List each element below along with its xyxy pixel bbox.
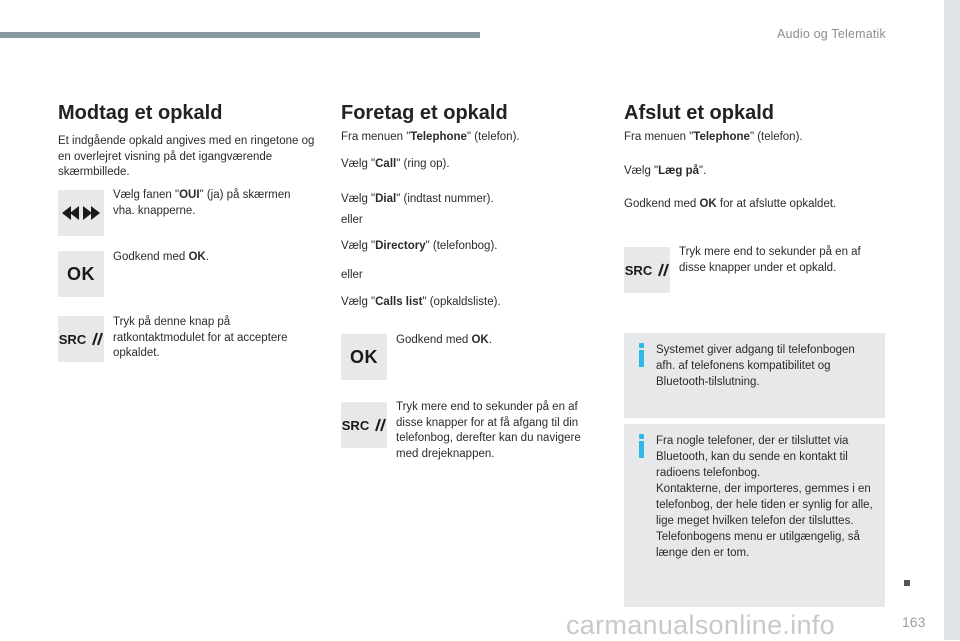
info-icon	[638, 343, 648, 367]
watermark: carmanualsonline.info	[566, 610, 835, 640]
info-box-compatibility	[624, 333, 885, 418]
info-text-compatibility: Systemet giver adgang til telefonbogen afh. af telefonens kompatibilitet og Bluetooth-tilslutning.	[656, 344, 855, 388]
heading-receive-call: Modtag et opkald	[58, 102, 223, 124]
step-select-oui: Vælg fanen "OUI" (ja) på skærmen vha. knapperne.	[113, 189, 291, 217]
phone-slash-icon	[89, 332, 103, 346]
left-right-arrows-icon	[62, 206, 100, 220]
step-open-phonebook: Tryk mere end to sekunder på en af disse knapper for at få afgang til din telefonbog, derefter kan du navigere med drejeknappen.	[396, 401, 581, 460]
heading-end-call: Afslut et opkald	[624, 102, 775, 124]
column-make-call	[341, 102, 601, 125]
ok-button-icon-2	[341, 334, 387, 380]
end-line-menu: Fra menuen "Telephone" (telefon).	[624, 131, 803, 143]
ok-button-icon	[58, 251, 104, 297]
make-line-menu: Fra menuen "Telephone" (telefon).	[341, 131, 520, 143]
ok-icon-label: OK	[67, 263, 95, 284]
src-icon-label: SRC	[58, 331, 87, 347]
end-line-confirm: Godkend med OK for at afslutte opkaldet.	[624, 198, 837, 210]
src-phone-button-icon-2	[341, 402, 387, 448]
step-accept-steering: Tryk på denne knap på ratkontaktmodulet for at acceptere opkaldet.	[113, 316, 288, 359]
src-phone-button-icon	[58, 316, 104, 362]
info-icon	[638, 434, 648, 458]
heading-make-call: Foretag et opkald	[341, 102, 508, 124]
page-marker	[904, 580, 910, 586]
make-line-calls-list: Vælg "Calls list" (opkaldsliste).	[341, 296, 501, 308]
end-line-hangup: Vælg "Læg på".	[624, 165, 707, 177]
ok-icon-label: OK	[350, 346, 378, 367]
src-icon-label: SRC	[341, 417, 370, 433]
make-line-dial: Vælg "Dial" (indtast nummer).	[341, 193, 494, 205]
step-confirm-ok-2: Godkend med OK.	[396, 334, 492, 346]
top-rule	[0, 32, 480, 38]
make-line-directory: Vælg "Directory" (telefonbog).	[341, 240, 498, 252]
page-number: 163	[902, 614, 926, 630]
column-receive-call	[58, 102, 320, 181]
info-box-contacts	[624, 424, 885, 607]
step-confirm-ok: Godkend med OK.	[113, 251, 209, 263]
arrow-buttons-icon	[58, 190, 104, 236]
phone-slash-icon	[372, 418, 386, 432]
src-icon-label: SRC	[624, 262, 653, 278]
page-edge-strip	[944, 0, 960, 640]
column-end-call	[624, 102, 886, 125]
or-separator-1: eller	[341, 214, 363, 226]
info-text-contacts: Fra nogle telefoner, der er tilsluttet via Bluetooth, kan du sende en kontakt til radioens telefonbog. Kontakterne, der importeres, gemmes i en telefonbog, der hele tiden er synlig for alle, lige meget hvilken telefon der tilsluttes. Telefonbogens menu er utilgængelig, så længe den er tom.	[656, 435, 873, 559]
section-title: Audio og Telematik	[777, 27, 886, 41]
src-phone-button-icon-3	[624, 247, 670, 293]
make-line-call: Vælg "Call" (ring op).	[341, 158, 450, 170]
intro-text: Et indgående opkald angives med en ringetone og en overlejret visning på det igangværende skærmbillede.	[58, 135, 315, 178]
or-separator-2: eller	[341, 269, 363, 281]
phone-slash-icon	[655, 263, 669, 277]
step-hangup-steering: Tryk mere end to sekunder på en af disse knapper under et opkald.	[679, 246, 861, 274]
